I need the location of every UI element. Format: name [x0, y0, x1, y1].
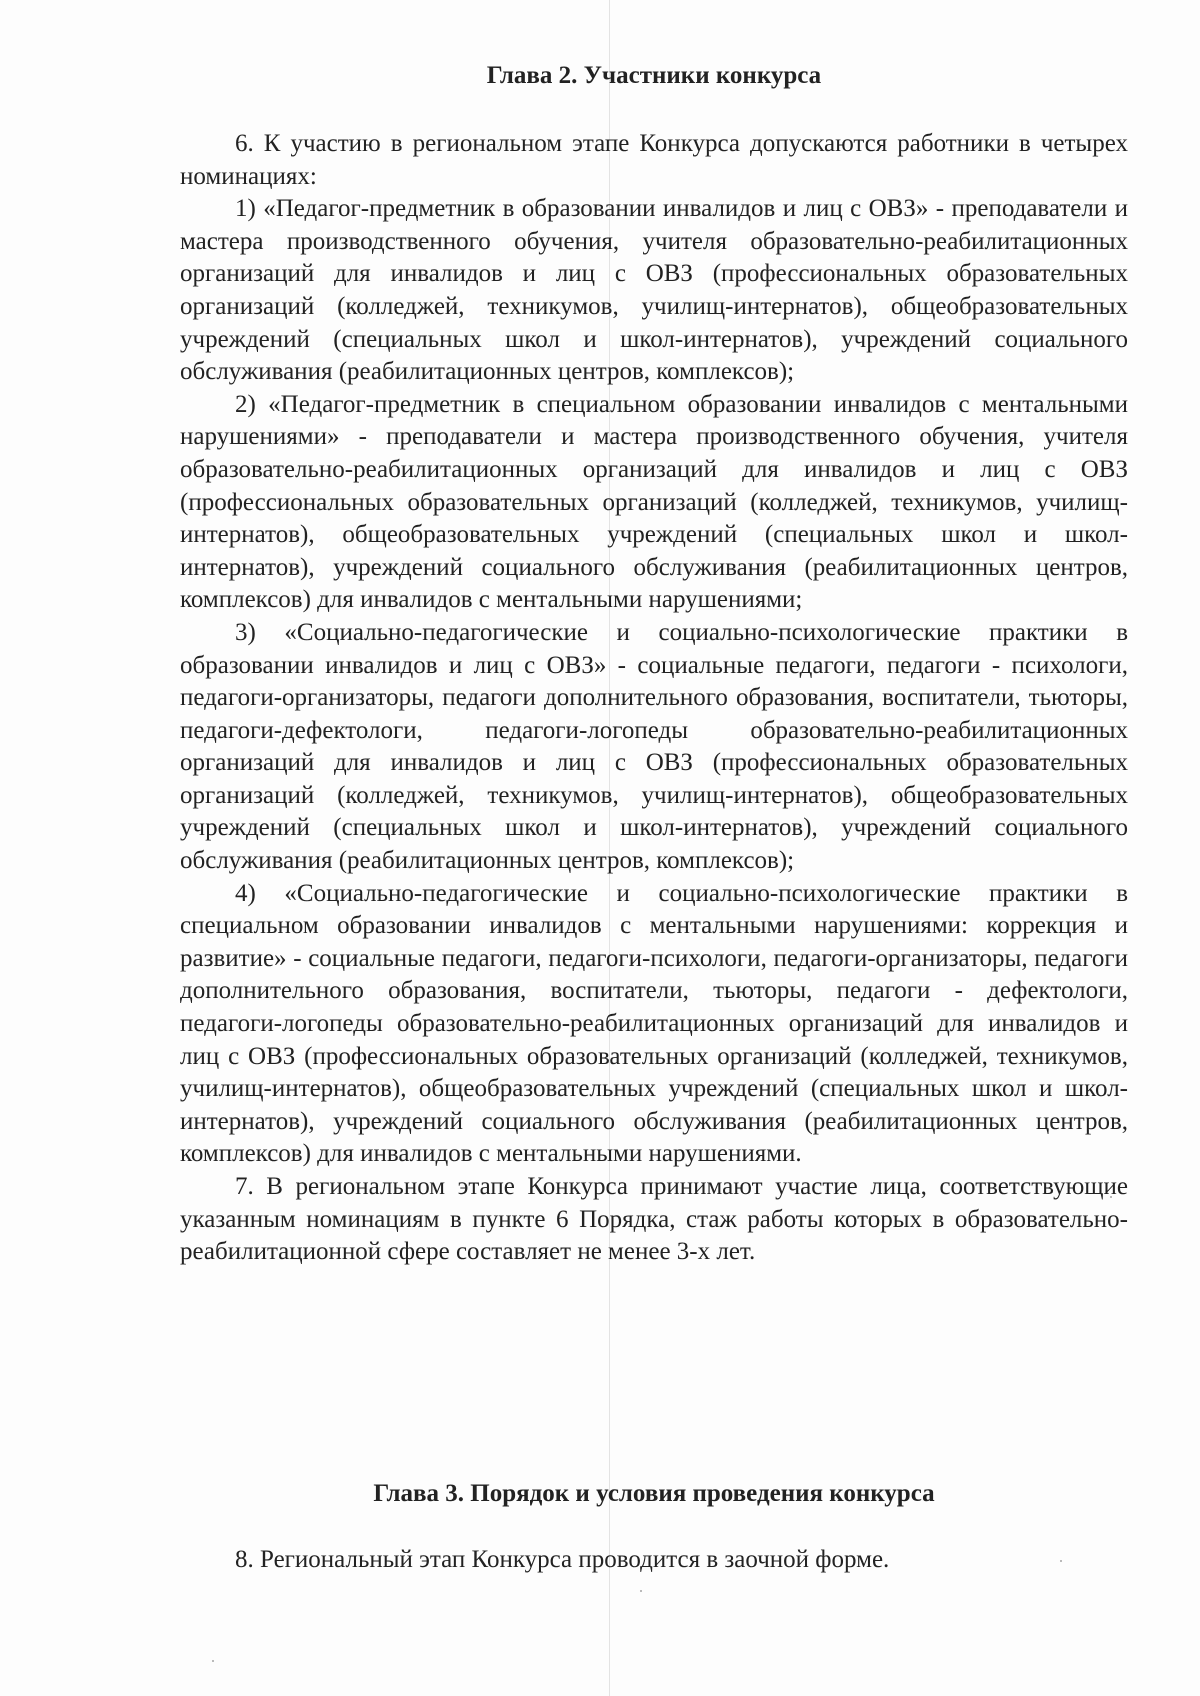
chapter-2-body [180, 128, 1128, 1269]
scan-speck [212, 1660, 214, 1662]
nomination-2: 2) «Педагог-предметник в специальном образовании инвалидов с ментальными нарушениями» - преподаватели и мастера производственного обучения, учителя образовательно-реабилитационных организаций для инвалидов и лиц с ОВЗ (профессиональных образовательных организаций (колледжей, техникумов, училищ-интернатов), общеобразовательных учреждений (специальных школ и школ-интернатов), учреждений социального обслуживания (реабилитационных центров, комплексов) для инвалидов с ментальными нарушениями; [180, 390, 1128, 614]
scan-speck [640, 1590, 642, 1592]
chapter-3-body [180, 1544, 1128, 1577]
paragraph-8: 8. Региональный этап Конкурса проводится в заочной форме. [235, 1546, 890, 1573]
chapter-2-title: Глава 2. Участники конкурса [486, 62, 822, 89]
paragraph-6: 6. К участию в региональном этапе Конкурса допускаются работники в четырех номинациях: [180, 130, 1128, 190]
paragraph-7: 7. В региональном этапе Конкурса принимают участие лица, соответствующие указанным номинациям в пункте 6 Порядка, стаж работы которых в образовательно-реабилитационной сфере составляет не менее 3-х лет. [180, 1173, 1128, 1266]
nomination-4: 4) «Социально-педагогические и социально-психологические практики в специальном образовании инвалидов с ментальными нарушениями: коррекция и развитие» - социальные педагоги, педагоги-психологи, педагоги-организаторы, педагоги дополнительного образования, воспитатели, тьюторы, педагоги - дефектологи, педагоги-логопеды образовательно-реабилитационных организаций для инвалидов и лиц с ОВЗ (профессиональных образовательных организаций (колледжей, техникумов, училищ-интернатов), общеобразовательных учреждений (специальных школ и школ-интернатов), учреждений социального обслуживания (реабилитационных центров, комплексов) для инвалидов с ментальными нарушениями. [180, 879, 1128, 1168]
chapter-3-title: Глава 3. Порядок и условия проведения конкурса [373, 1480, 935, 1507]
nomination-1: 1) «Педагог-предметник в образовании инвалидов и лиц с ОВЗ» - преподаватели и мастера производственного обучения, учителя образовательно-реабилитационных организаций для инвалидов и лиц с ОВЗ (профессиональных образовательных организаций (колледжей, техникумов, училищ-интернатов), общеобразовательных учреждений (специальных школ и школ-интернатов), учреждений социального обслуживания (реабилитационных центров, комплексов); [180, 195, 1128, 386]
nomination-3: 3) «Социально-педагогические и социально-психологические практики в образовании инвалидов и лиц с ОВЗ» - социальные педагоги, педагоги - психологи, педагоги-организаторы, педагоги дополнительного образования, воспитатели, тьюторы, педагоги-дефектологи, педагоги-логопеды образовательно-реабилитационных организаций для инвалидов и лиц с ОВЗ (профессиональных образовательных организаций (колледжей, техникумов, училищ-интернатов), общеобразовательных учреждений (специальных школ и школ-интернатов), учреждений социального обслуживания (реабилитационных центров, комплексов); [180, 618, 1128, 875]
